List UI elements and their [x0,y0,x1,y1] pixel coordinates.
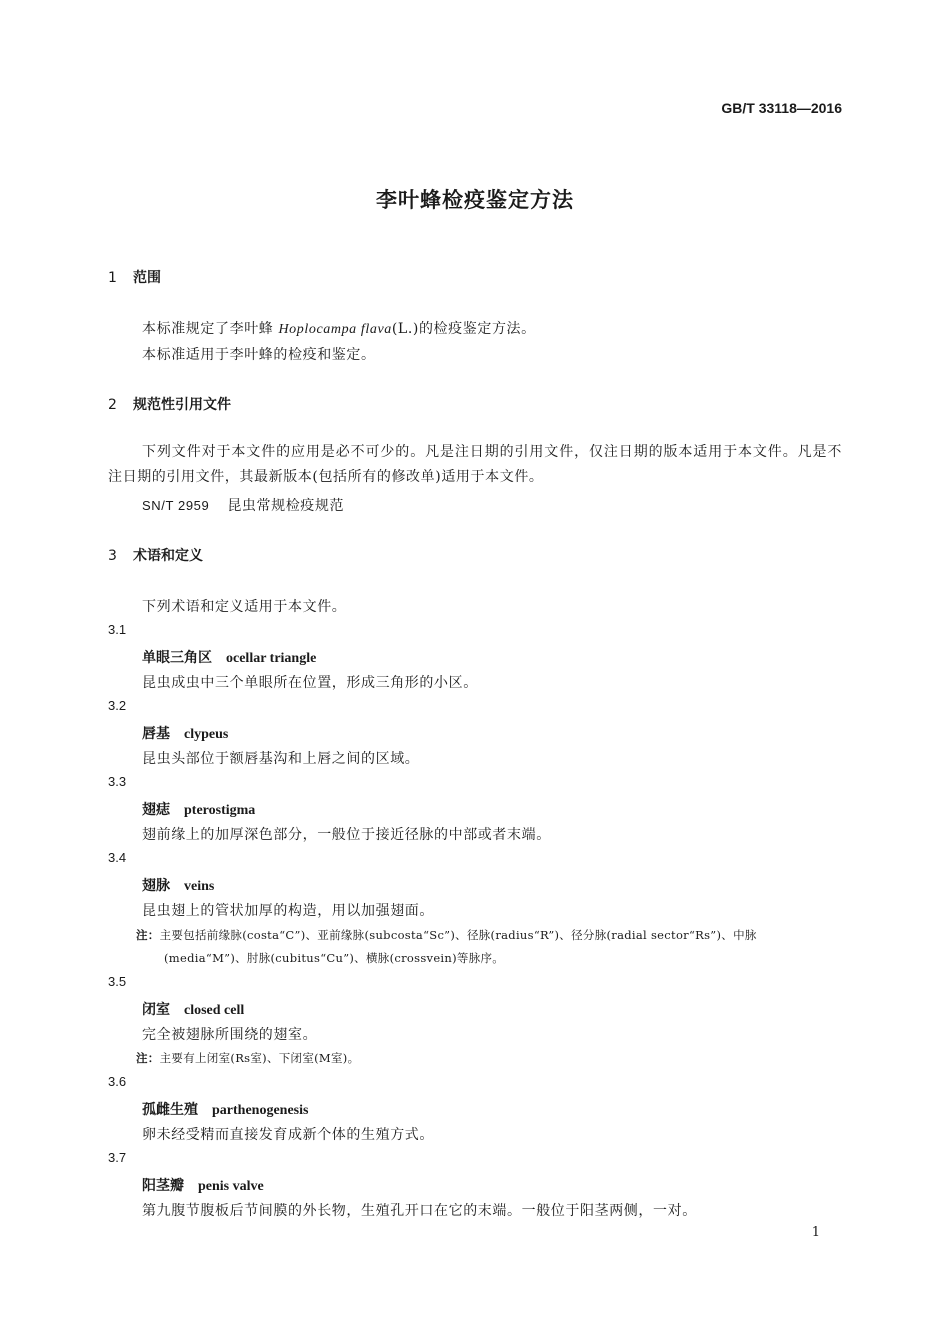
note-label: 注： [136,928,160,942]
scope-paragraph-2: 本标准适用于李叶蜂的检疫和鉴定。 [142,347,376,363]
reference-title: 昆虫常规检疫规范 [227,498,345,514]
note-text: 主要有上闭室(Rs室)、下闭室(M室)。 [159,1051,360,1065]
term-name [142,1099,308,1119]
term-number: 3.3 [108,774,127,789]
scope-text: 本标准规定了李叶蜂 [142,321,279,337]
term-definition: 昆虫成虫中三个单眼所在位置，形成三角形的小区。 [142,675,478,691]
standard-number: GB/T 33118—2016 [721,100,842,116]
term-en: ocellar triangle [226,651,317,666]
reference-item [142,495,344,515]
term-note [136,927,757,943]
term-en: clypeus [184,727,229,742]
note-label: 注： [136,1051,160,1065]
term-definition: 完全被翅脉所围绕的翅室。 [142,1027,318,1043]
term-name [142,1175,264,1195]
references-paragraph: 下列文件对于本文件的应用是必不可少的。凡是注日期的引用文件，仅注日期的版本适用于本文件。凡是不注日期的引用文件，其最新版本(包括所有的修改单)适用于本文件。 [108,444,842,485]
term-definition: 第九腹节腹板后节间膜的外长物，生殖孔开口在它的末端。一般位于阳茎两侧，一对。 [142,1203,697,1219]
term-name [142,999,244,1019]
section-number: 1 [108,270,117,286]
term-cn: 闭室 [142,1002,170,1018]
scope-paragraph-1 [142,318,536,338]
section-heading-1 [108,267,161,287]
term-name [142,647,316,667]
term-definition: 昆虫翅上的管状加厚的构造，用以加强翅面。 [142,903,434,919]
term-note [136,1050,359,1066]
section-heading-3 [108,545,203,565]
term-number: 3.2 [108,698,127,713]
term-cn: 单眼三角区 [142,650,212,666]
term-cn: 翅痣 [142,802,170,818]
term-cn: 孤雌生殖 [142,1102,198,1118]
term-en: penis valve [198,1179,264,1194]
term-number: 3.4 [108,850,127,865]
page-number: 1 [811,1225,820,1240]
term-en: pterostigma [184,803,256,818]
section-number: 2 [108,397,117,413]
term-name [142,875,214,895]
term-definition: 翅前缘上的加厚深色部分，一般位于接近径脉的中部或者末端。 [142,827,551,843]
section-title: 规范性引用文件 [133,397,231,413]
term-cn: 翅脉 [142,878,170,894]
term-number: 3.5 [108,974,127,989]
document-title: 李叶蜂检疫鉴定方法 [376,188,574,212]
term-name [142,799,255,819]
term-cn: 阳茎瓣 [142,1178,184,1194]
term-definition: 昆虫头部位于额唇基沟和上唇之间的区域。 [142,751,420,767]
term-cn: 唇基 [142,726,170,742]
section-title: 范围 [133,270,161,286]
term-note-continuation: (media“M”)、肘脉(cubitus“Cu”)、横脉(crossvein)等脉序。 [164,951,505,965]
section-number: 3 [108,548,117,564]
term-definition: 卵未经受精而直接发育成新个体的生殖方式。 [142,1127,434,1143]
scope-text-suffix: (L.)的检疫鉴定方法。 [391,321,536,337]
term-en: closed cell [184,1003,245,1018]
section-heading-2 [108,394,231,414]
note-text: 主要包括前缘脉(costa“C”)、亚前缘脉(subcosta“Sc”)、径脉(radius“R”)、径分脉(radial sector“Rs”)、中脉 [159,928,757,942]
term-number: 3.1 [108,622,127,637]
term-name [142,723,228,743]
reference-code: SN/T 2959 [142,498,210,513]
term-number: 3.6 [108,1074,127,1089]
term-en: veins [184,879,215,894]
terms-intro: 下列术语和定义适用于本文件。 [142,599,347,615]
term-en: parthenogenesis [212,1103,309,1118]
scientific-name: Hoplocampa flava [278,322,392,337]
section-title: 术语和定义 [133,548,203,564]
term-number: 3.7 [108,1150,127,1165]
